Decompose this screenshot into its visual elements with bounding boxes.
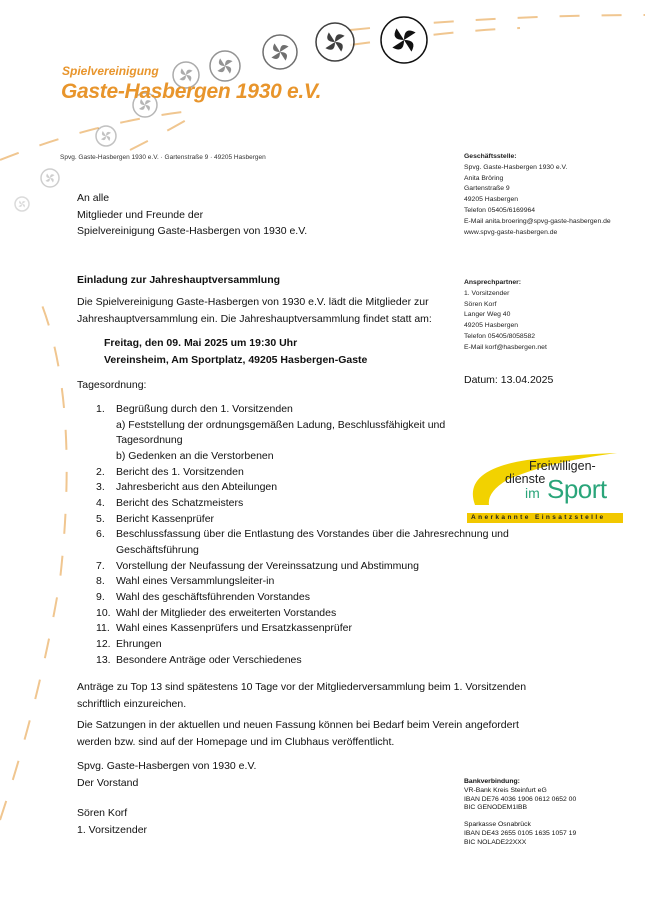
agenda-number: 7. — [96, 559, 105, 572]
agenda-number: 11. — [96, 622, 110, 635]
ansprechpartner-title: Ansprechpartner: — [464, 279, 522, 286]
agenda-number: 1. — [96, 403, 105, 415]
bank-title: Bankverbindung: — [464, 778, 520, 785]
agenda-text: Ehrungen — [116, 637, 162, 650]
signer-role: 1. Vorsitzender — [77, 823, 148, 836]
agenda-text: Begrüßung durch den 1. Vorsitzenden — [116, 403, 293, 415]
club-logo-icon — [15, 197, 29, 211]
intro-line: Die Spielvereinigung Gaste-Hasbergen von 1930 e.V. lädt die Mitglieder zur — [77, 296, 429, 308]
agenda-number: 2. — [96, 465, 105, 478]
bank-line: IBAN DE76 4036 1906 0612 0652 00 — [464, 795, 577, 803]
bank-line: VR-Bank Kreis Steinfurt eG — [464, 786, 547, 794]
agenda-item — [96, 606, 509, 622]
fds-line2: dienste — [505, 472, 546, 486]
agenda-text: Wahl eines Versammlungsleiter-in — [116, 575, 275, 588]
contact-line: 49205 Hasbergen — [464, 196, 519, 204]
agenda-number — [96, 449, 116, 465]
geschaeftsstelle-title: Geschäftsstelle: — [464, 153, 517, 160]
agenda-item — [96, 465, 509, 481]
contact-line: Spvg. Gaste-Hasbergen 1930 e.V. — [464, 163, 568, 171]
agenda-number: 6. — [96, 528, 105, 541]
club-logo-icon — [210, 51, 240, 81]
antraege-line: Anträge zu Top 13 sind spätestens 10 Tage vor der Mitgliederversammlung beim 1. Vorsitzenden — [77, 681, 527, 693]
agenda-number: 3. — [96, 481, 105, 494]
agenda-number: 12. — [96, 637, 111, 650]
bank-line: IBAN DE43 2655 0105 1635 1057 19 — [464, 829, 577, 837]
bank-line: BIC GENODEM1IBB — [464, 804, 528, 812]
agenda-item — [96, 637, 509, 653]
event-location: Vereinsheim, Am Sportplatz, 49205 Hasbergen-Gaste — [104, 353, 368, 366]
event-details — [104, 335, 367, 368]
agenda-item — [96, 527, 509, 543]
antraege-note — [77, 679, 526, 712]
agenda-text: Besondere Anträge oder Verschiedenes — [116, 653, 302, 666]
ansprechpartner-block — [464, 278, 547, 354]
brand-line-2: Gaste-Hasbergen 1930 e.V. — [61, 80, 322, 103]
satzungen-line: Die Satzungen in der aktuellen und neuen Fassung können bei Bedarf beim Verein angefordert — [77, 719, 519, 731]
agenda-item — [96, 574, 509, 590]
agenda-list — [96, 402, 509, 668]
agenda-item — [96, 480, 509, 496]
agenda-number: 9. — [96, 590, 105, 603]
agenda-text: a) Feststellung der ordnungsgemäßen Ladung, Beschlussfähigkeit und — [116, 418, 446, 431]
agenda-text: Beschlussfassung über die Entlastung des Vorstandes über die Jahresrechnung und — [116, 528, 509, 541]
club-logo-icon — [96, 126, 116, 146]
intro — [77, 294, 432, 327]
contact-line: www.spvg-gaste-hasbergen.de — [464, 228, 558, 236]
agenda-number — [96, 433, 116, 449]
agenda-item — [96, 559, 509, 575]
agenda-item — [96, 590, 509, 606]
contact-line: Gartenstraße 9 — [464, 185, 510, 193]
contact-line: 1. Vorsitzender — [464, 289, 510, 297]
fds-line1: Freiwilligen- — [529, 459, 596, 473]
bank-details — [464, 778, 576, 848]
club-logo-icon — [263, 35, 297, 69]
contact-line: Telefon 05405/8058582 — [464, 332, 536, 340]
fds-banner: Anerkannte Einsatzstelle — [471, 514, 606, 521]
sender-line: Spvg. Gaste-Hasbergen 1930 e.V. · Gartenstraße 9 · 49205 Hasbergen — [60, 154, 266, 161]
closing-line: Der Vorstand — [77, 776, 139, 789]
recipient-line: An alle — [77, 192, 110, 204]
agenda-label: Tagesordnung: — [77, 379, 147, 391]
closing — [77, 758, 256, 791]
recipient-line: Spielvereinigung Gaste-Hasbergen von 1930 e.V. — [77, 225, 308, 237]
antraege-line: schriftlich einzureichen. — [77, 697, 187, 710]
signer-name: Sören Korf — [77, 807, 128, 819]
brand-line-1: Spielvereinigung — [62, 64, 159, 78]
contact-line: 49205 Hasbergen — [464, 322, 519, 330]
fds-line3: im — [525, 485, 540, 501]
agenda-text: Wahl eines Kassenprüfers und Ersatzkassenprüfer — [116, 622, 352, 635]
satzungen-note — [77, 717, 519, 750]
agenda-text: Wahl des geschäftsführenden Vorstandes — [116, 590, 310, 603]
closing-line: Spvg. Gaste-Hasbergen von 1930 e.V. — [77, 760, 257, 772]
agenda-number: 13. — [96, 653, 111, 666]
event-date: Freitag, den 09. Mai 2025 um 19:30 Uhr — [104, 337, 298, 349]
agenda-text: b) Gedenken an die Verstorbenen — [116, 449, 274, 462]
agenda-number: 10. — [96, 606, 111, 619]
agenda-item — [96, 449, 509, 465]
agenda-number — [96, 418, 116, 434]
contact-line: E-Mail anita.broering@spvg-gaste-hasbergen.de — [464, 217, 611, 225]
agenda-number: 4. — [96, 496, 105, 509]
agenda-item — [96, 543, 509, 559]
heading: Einladung zur Jahreshauptversammlung — [77, 274, 281, 286]
intro-line: Jahreshauptversammlung ein. Die Jahreshauptversammlung findet statt am: — [77, 312, 432, 325]
contact-line: E-Mail korf@hasbergen.net — [464, 343, 547, 351]
recipient — [77, 190, 307, 240]
contact-line: Sören Korf — [464, 300, 497, 308]
contact-line: Langer Weg 40 — [464, 311, 511, 319]
agenda-item — [96, 512, 509, 528]
bank-line: Sparkasse Osnabrück — [464, 821, 531, 829]
agenda-text: Jahresbericht aus den Abteilungen — [116, 481, 278, 494]
agenda-number — [96, 543, 116, 559]
agenda-text: Bericht Kassenprüfer — [116, 512, 215, 525]
contact-line: Telefon 05405/6169964 — [464, 206, 536, 214]
recipient-line: Mitglieder und Freunde der — [77, 208, 204, 221]
agenda-text: Bericht des Schatzmeisters — [116, 496, 244, 509]
signature — [77, 805, 147, 838]
agenda-text: Bericht des 1. Vorsitzenden — [116, 465, 244, 478]
club-logo-icon — [381, 17, 427, 63]
geschaeftsstelle-block — [464, 152, 611, 238]
agenda-text: Geschäftsführung — [116, 543, 199, 556]
satzungen-line: werden bzw. sind auf der Homepage und im Clubhaus veröffentlicht. — [77, 735, 395, 748]
agenda-text: Tagesordnung — [116, 434, 183, 447]
agenda-item — [96, 621, 509, 637]
contact-line: Anita Bröring — [464, 174, 504, 182]
agenda-number: 5. — [96, 512, 105, 525]
date: Datum: 13.04.2025 — [464, 374, 554, 386]
agenda-number: 8. — [96, 575, 105, 588]
agenda-item — [96, 402, 509, 418]
agenda-item — [96, 496, 509, 512]
bank-line: BIC NOLADE22XXX — [464, 838, 527, 846]
agenda-item — [96, 433, 509, 449]
agenda-text: Wahl der Mitglieder des erweiterten Vorstandes — [116, 606, 337, 619]
fds-line4: Sport — [547, 474, 607, 504]
agenda-text: Vorstellung der Neufassung der Vereinssatzung und Abstimmung — [116, 559, 419, 572]
agenda-item — [96, 418, 509, 434]
freiwilligendienste-logo — [467, 450, 625, 525]
club-logo-icon — [316, 23, 354, 61]
club-logo-icon — [41, 169, 59, 187]
agenda-item — [96, 653, 509, 669]
